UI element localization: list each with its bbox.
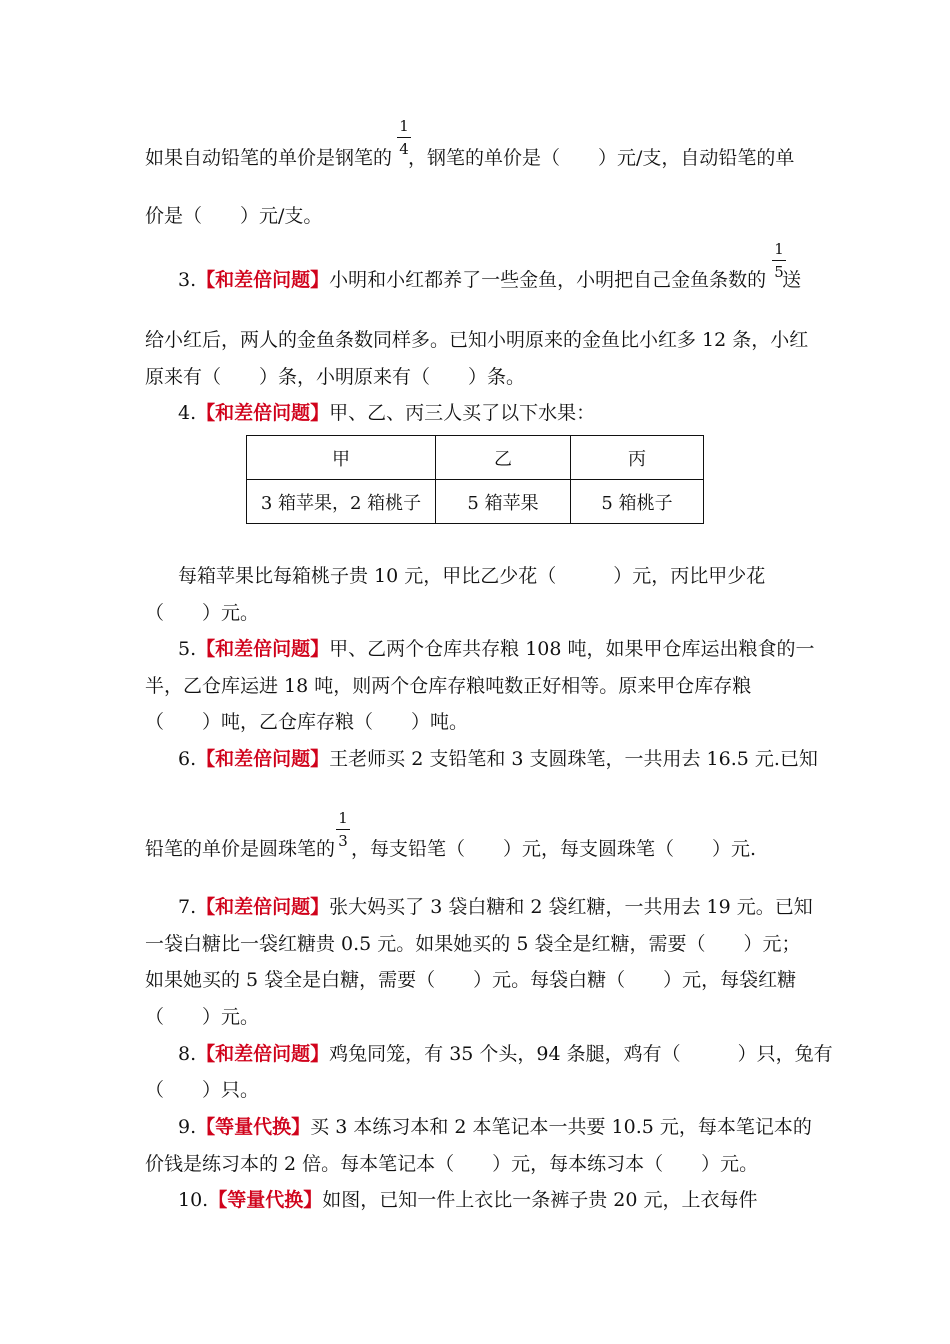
paragraph-line: 一袋白糖比一袋红糖贵 0.5 元。如果她买的 5 袋全是红糖，需要（ ）元； bbox=[145, 933, 801, 955]
category-tag: 【和差倍问题】 bbox=[196, 896, 330, 918]
question-3-line: 3.【和差倍问题】小明和小红都养了一些金鱼，小明把自己金鱼条数的 送 bbox=[178, 269, 802, 291]
paragraph-line: 如果自动铅笔的单价是钢笔的 ，钢笔的单价是（ ）元/支，自动铅笔的单 bbox=[145, 147, 795, 169]
table-cell: 3 箱苹果，2 箱桃子 bbox=[247, 480, 436, 524]
paragraph-line: 如果她买的 5 袋全是白糖，需要（ ）元。每袋白糖（ ）元，每袋红糖 bbox=[145, 969, 797, 991]
fraction-one-quarter: $\frac{1}{4}$ bbox=[397, 118, 411, 157]
question-7-line: 7.【和差倍问题】张大妈买了 3 袋白糖和 2 袋红糖，一共用去 19 元。已知 bbox=[178, 896, 813, 918]
table-header-yi: 乙 bbox=[436, 436, 571, 480]
paragraph-line: （ ）元。 bbox=[145, 602, 260, 624]
paragraph-line: 半，乙仓库运进 18 吨，则两个仓库存粮吨数正好相等。原来甲仓库存粮 bbox=[145, 675, 752, 697]
fraction-one-fifth: $\frac{1}{5}$ bbox=[772, 241, 786, 280]
paragraph-line: （ ）吨，乙仓库存粮（ ）吨。 bbox=[145, 711, 469, 733]
fruit-table bbox=[246, 435, 704, 524]
question-8-line: 8.【和差倍问题】鸡兔同笼，有 35 个头，94 条腿，鸡有（ ）只，兔有 bbox=[178, 1043, 833, 1065]
paragraph-line: （ ）只。 bbox=[145, 1079, 260, 1101]
question-4-line: 4.【和差倍问题】甲、乙、丙三人买了以下水果： bbox=[178, 402, 596, 424]
question-10-line: 10.【等量代换】如图，已知一件上衣比一条裤子贵 20 元，上衣每件 bbox=[178, 1189, 758, 1211]
paragraph-line: 价钱是练习本的 2 倍。每本笔记本（ ）元，每本练习本（ ）元。 bbox=[145, 1153, 759, 1175]
question-6-line: 6.【和差倍问题】王老师买 2 支铅笔和 3 支圆珠笔，一共用去 16.5 元.已知 bbox=[178, 748, 818, 770]
category-tag: 【和差倍问题】 bbox=[196, 1043, 330, 1065]
paragraph-line: 每箱苹果比每箱桃子贵 10 元，甲比乙少花（ ）元，丙比甲少花 bbox=[178, 565, 766, 587]
paragraph-line: （ ）元。 bbox=[145, 1006, 260, 1028]
category-tag: 【和差倍问题】 bbox=[196, 748, 330, 770]
paragraph-line: 原来有（ ）条，小明原来有（ ）条。 bbox=[145, 366, 526, 388]
paragraph-line: 价是（ ）元/支。 bbox=[145, 205, 323, 227]
category-tag: 【等量代换】 bbox=[208, 1189, 323, 1211]
paragraph-line: 给小红后，两人的金鱼条数同样多。已知小明原来的金鱼比小红多 12 条，小红 bbox=[145, 329, 809, 351]
table-header-bing: 丙 bbox=[571, 436, 704, 480]
category-tag: 【和差倍问题】 bbox=[196, 638, 330, 660]
category-tag: 【和差倍问题】 bbox=[196, 402, 330, 424]
paragraph-line: 铅笔的单价是圆珠笔的 ，每支铅笔（ ）元，每支圆珠笔（ ）元. bbox=[145, 838, 757, 860]
table-header-jia: 甲 bbox=[247, 436, 436, 480]
question-9-line: 9.【等量代换】买 3 本练习本和 2 本笔记本一共要 10.5 元，每本笔记本的 bbox=[178, 1116, 812, 1138]
category-tag: 【等量代换】 bbox=[196, 1116, 311, 1138]
table-cell: 5 箱桃子 bbox=[571, 480, 704, 524]
category-tag: 【和差倍问题】 bbox=[196, 269, 330, 291]
table-cell: 5 箱苹果 bbox=[436, 480, 571, 524]
question-5-line: 5.【和差倍问题】甲、乙两个仓库共存粮 108 吨，如果甲仓库运出粮食的一 bbox=[178, 638, 815, 660]
fraction-one-third: $\frac{1}{3}$ bbox=[336, 810, 350, 849]
